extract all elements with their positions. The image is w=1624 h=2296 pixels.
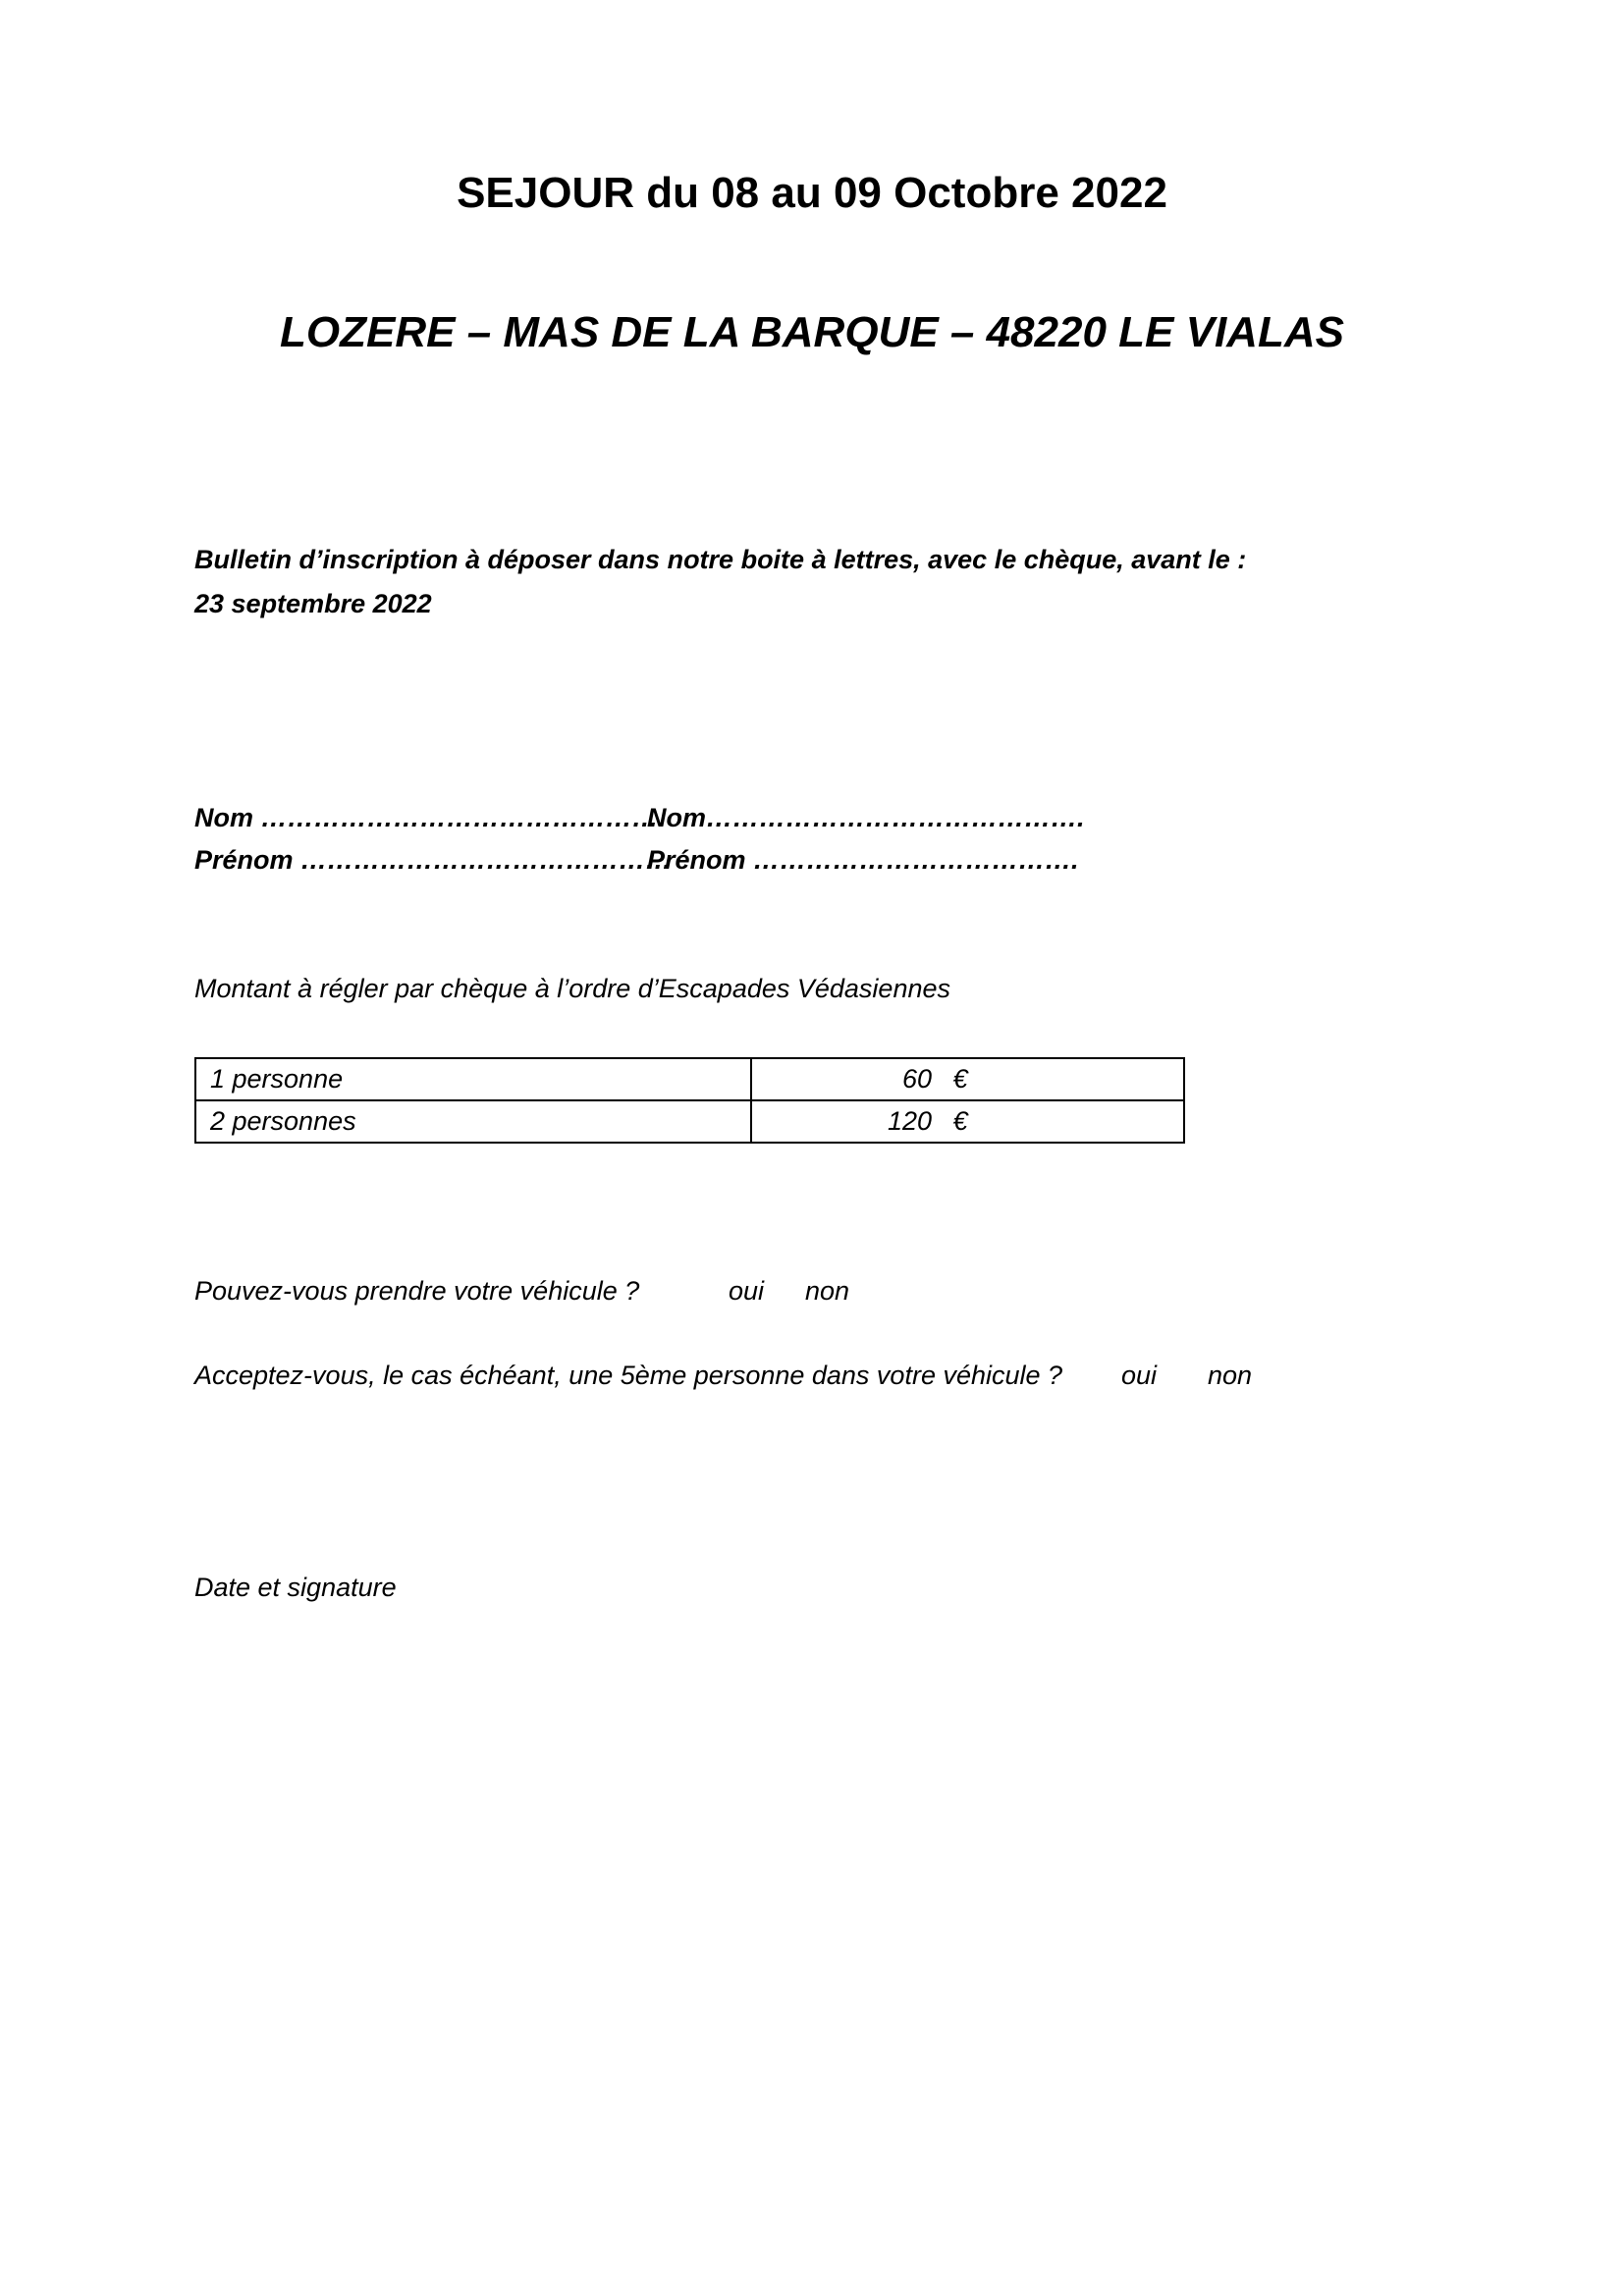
price-amount-cell [751,1100,1184,1143]
table-row [195,1100,1184,1143]
question-text: Acceptez-vous, le cas échéant, une 5ème personne dans votre véhicule ? [194,1361,1063,1390]
instructions-text: Bulletin d’inscription à déposer dans notre boite à lettres, avec le chèque, avant le : [194,545,1247,574]
participant-1-nom-field[interactable]: Nom ………………………………………. [194,803,667,832]
fifth-person-answer-no[interactable]: non [1208,1361,1253,1390]
price-amount: 60 [901,1064,932,1094]
date-signature-label: Date et signature [194,1573,397,1602]
vehicle-answer-yes[interactable]: oui [729,1276,765,1306]
price-option-label: 2 personnes [195,1100,751,1143]
question-text: Pouvez-vous prendre votre véhicule ? [194,1276,640,1306]
location-subtitle: LOZERE – MAS DE LA BARQUE – 48220 LE VIALAS [280,308,1344,356]
price-amount-cell [751,1058,1184,1100]
page-title: SEJOUR du 08 au 09 Octobre 2022 [457,169,1167,217]
vehicle-question [194,1276,639,1307]
fifth-person-answer-yes[interactable]: oui [1121,1361,1158,1390]
payment-instructions: Montant à régler par chèque à l’ordre d’Escapades Védasiennes [194,974,950,1003]
participant-2-nom-field[interactable]: Nom……………………………………. [647,803,1085,832]
participant-2-prenom-field[interactable]: Prénom ………………………………. [647,845,1079,875]
deadline-date: 23 septembre 2022 [194,589,432,618]
fifth-person-question [194,1361,1062,1391]
vehicle-answer-no[interactable]: non [805,1276,850,1306]
price-amount: 120 [887,1106,932,1136]
participant-1-prenom-field[interactable]: Prénom …………………………………… [194,845,673,875]
currency-symbol: € [952,1064,968,1094]
table-row [195,1058,1184,1100]
price-table [194,1057,1185,1144]
currency-symbol: € [952,1106,968,1136]
price-option-label: 1 personne [195,1058,751,1100]
